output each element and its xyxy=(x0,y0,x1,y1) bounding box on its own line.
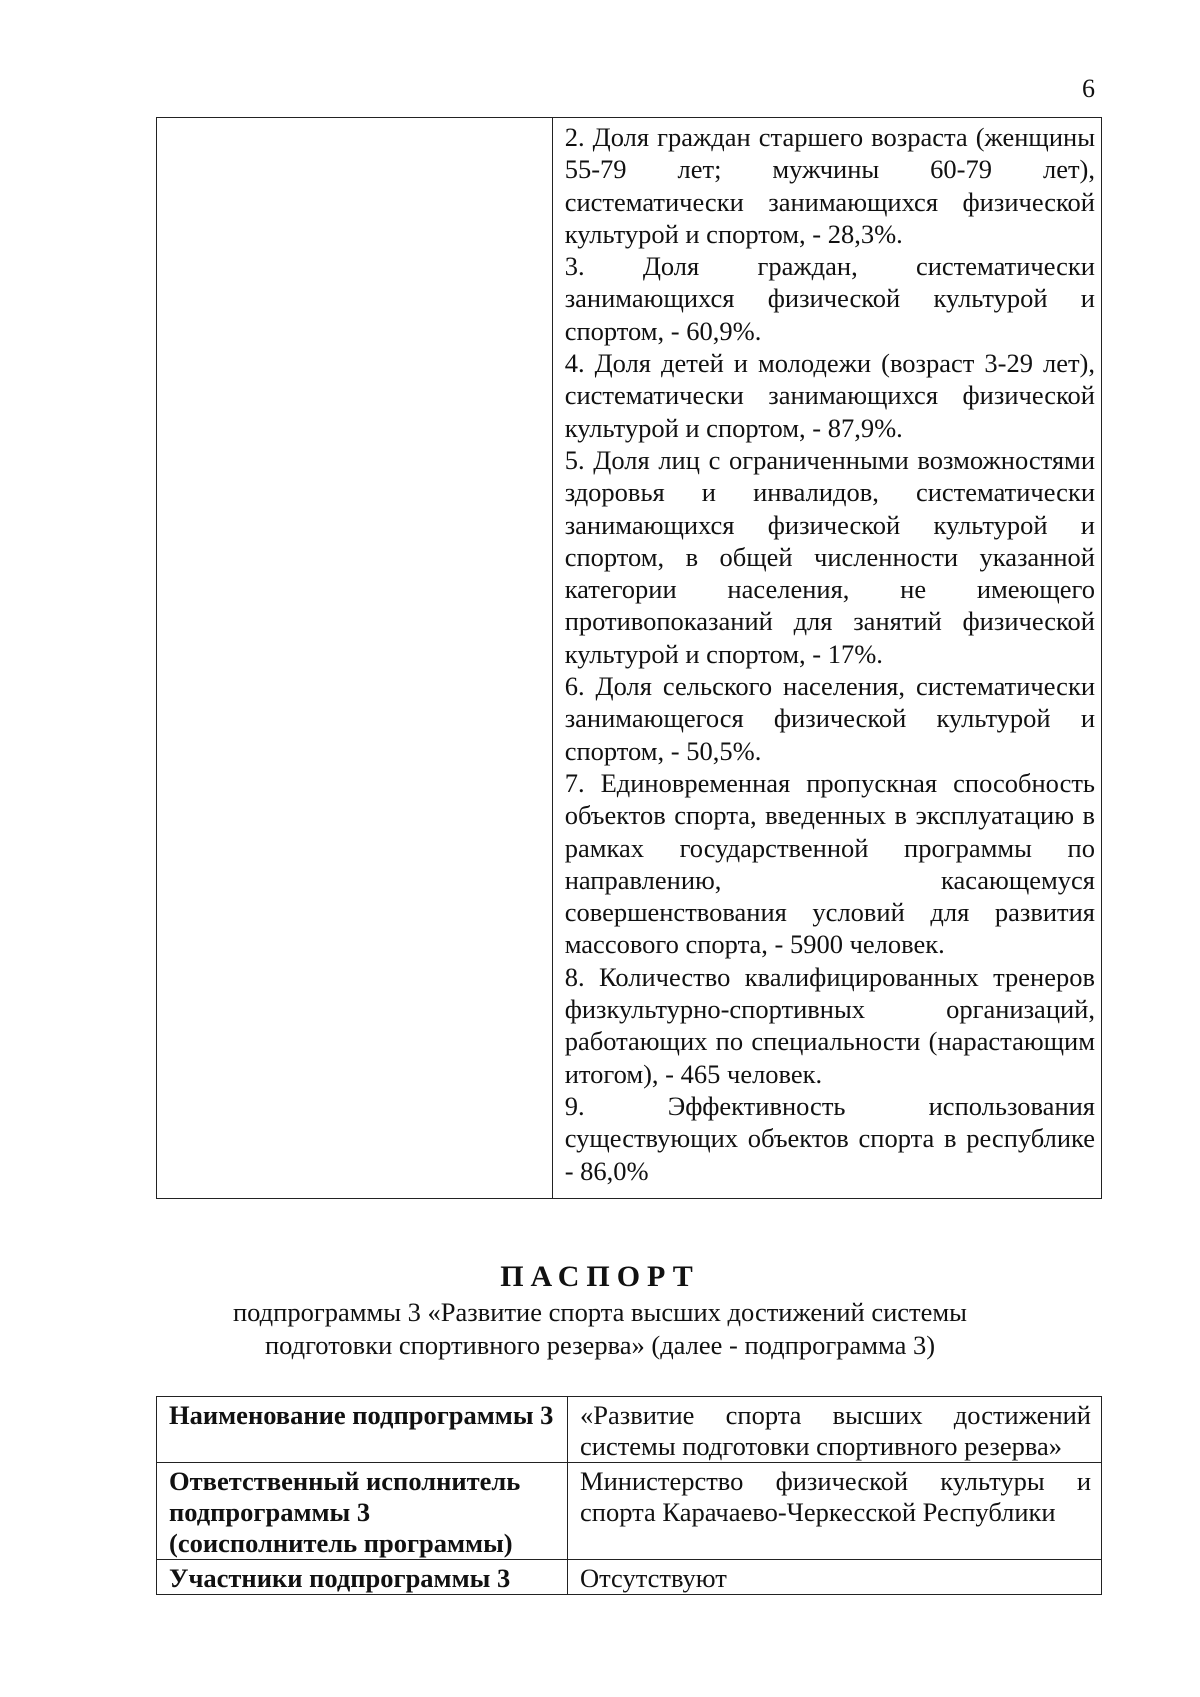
row-value: «Развитие спорта высших достижений системы подготовки спортивного резерва» xyxy=(568,1397,1102,1463)
row-value: Отсутствуют xyxy=(568,1560,1102,1595)
indicator-item: 7. Единовременная пропускная способность объектов спорта, введенных в эксплуатацию в рамках государственной программы по направлению, касающемуся совершенствования условий для развития массового спорта, - 5900 человек. xyxy=(564,767,1095,960)
indicator-item: 9. Эффективность использования существующих объектов спорта в республике - 86,0% xyxy=(564,1090,1095,1186)
indicator-item: 5. Доля лиц с ограниченными возможностями здоровья и инвалидов, систематически занимающихся физической культурой и спортом, в общей численности указанной категории населения, не имеющего противопоказаний для занятий физической культурой и спортом, - 17%. xyxy=(564,444,1095,669)
row-label: Ответственный исполнитель подпрограммы 3 (соисполнитель программы) xyxy=(157,1463,568,1560)
table-row xyxy=(157,118,1102,1199)
indicator-item: 6. Доля сельского населения, систематически занимающегося физической культурой и спортом, - 50,5%. xyxy=(564,671,1095,766)
row-label: Участники подпрограммы 3 xyxy=(157,1560,568,1595)
page-number: 6 xyxy=(1082,74,1095,103)
empty-label-cell xyxy=(157,118,553,1199)
row-label: Наименование подпрограммы 3 xyxy=(157,1397,568,1463)
table-row xyxy=(157,1560,1102,1595)
indicator-item: 2. Доля граждан старшего возраста (женщины 55-79 лет; мужчины 60-79 лет), систематически занимающихся физической культурой и спортом, - 28,3%. xyxy=(564,122,1095,249)
row-value: Министерство физической культуры и спорта Карачаево-Черкесской Республики xyxy=(568,1463,1102,1560)
passport-subtitle: подпрограммы 3 «Развитие спорта высших достижений системы подготовки спортивного резерва» (далее - подпрограмма 3) xyxy=(233,1297,967,1360)
table-row xyxy=(157,1463,1102,1560)
indicators-cell xyxy=(552,118,1101,1199)
indicator-item: 3. Доля граждан, систематически занимающихся физической культурой и спортом, - 60,9%. xyxy=(564,251,1095,346)
indicators-table xyxy=(156,117,1102,1199)
table-row xyxy=(157,1397,1102,1463)
indicator-item: 4. Доля детей и молодежи (возраст 3-29 лет), систематически занимающихся физической культурой и спортом, - 87,9%. xyxy=(564,348,1095,443)
passport-title: ПАСПОРТ xyxy=(500,1260,700,1293)
indicator-item: 8. Количество квалифицированных тренеров физкультурно-спортивных организаций, работающих по специальности (нарастающим итогом), - 465 человек. xyxy=(564,961,1095,1089)
passport-table xyxy=(156,1396,1102,1595)
